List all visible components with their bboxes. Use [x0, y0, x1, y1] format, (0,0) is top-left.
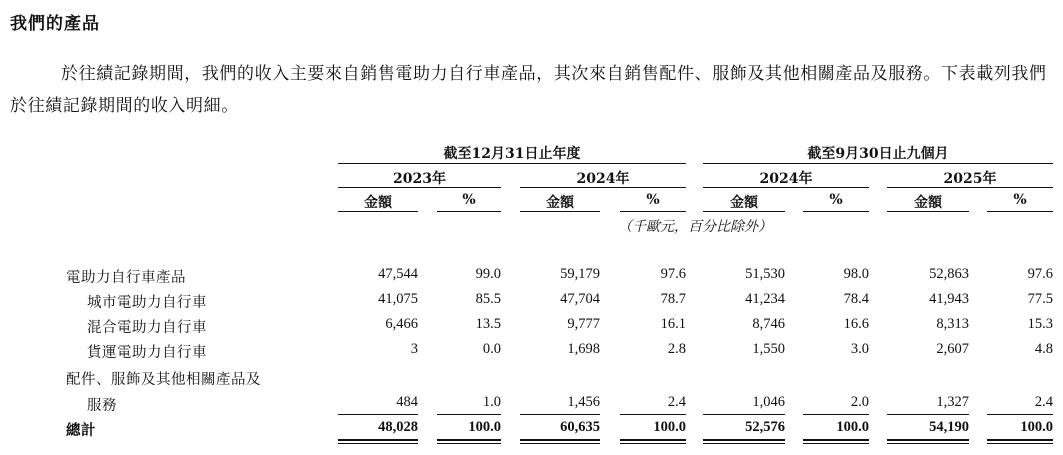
- cell: 77.5: [1027, 291, 1053, 307]
- cell: 47,544: [378, 266, 418, 282]
- year-header-3: 2024年: [759, 171, 813, 187]
- subtotal-rule: [987, 414, 1053, 415]
- cell: 0.0: [482, 341, 501, 357]
- subtotal-rule: [803, 414, 869, 415]
- cell: 1,046: [752, 394, 785, 410]
- total-double-rule: [620, 439, 686, 441]
- col-rule: [437, 211, 501, 212]
- col-percent-3: %: [829, 192, 843, 208]
- year-rule-2: [520, 187, 686, 188]
- col-percent-4: %: [1013, 192, 1027, 208]
- group-header-nine-months: 截至9月30日止九個月: [807, 146, 949, 162]
- year-rule-3: [703, 187, 869, 188]
- intro-paragraph: 於往績記錄期間，我們的收入主要來自銷售電助力自行車產品，其次來自銷售配件、服飾及其他相關產品及服務。下表載列我們於往績記錄期間的收入明細。: [10, 64, 1047, 116]
- group-rule-2: [703, 163, 1053, 164]
- cell: 2.4: [1034, 394, 1053, 410]
- cell: 78.4: [843, 291, 869, 307]
- cell: 1,550: [752, 341, 785, 357]
- total-cell: 54,190: [929, 419, 969, 435]
- cell: 2.0: [850, 394, 869, 410]
- cell: 1,698: [567, 341, 600, 357]
- col-rule: [338, 211, 418, 212]
- subtotal-rule: [703, 414, 785, 415]
- subtotal-rule: [887, 414, 969, 415]
- col-amount-4: 金額: [914, 195, 942, 211]
- row-label-cargo-ebike: 貨運電助力自行車: [87, 345, 207, 361]
- row-label-total: 總計: [66, 422, 96, 439]
- cell: 1.0: [482, 394, 501, 410]
- subtotal-rule: [338, 414, 418, 415]
- total-cell: 100.0: [468, 419, 501, 435]
- group-header-full-year: 截至12月31日止年度: [443, 146, 581, 162]
- col-rule: [987, 211, 1053, 212]
- subtotal-rule: [437, 414, 501, 415]
- row-label-hybrid-ebike: 混合電助力自行車: [87, 320, 207, 336]
- total-cell: 100.0: [836, 419, 869, 435]
- total-double-rule: [703, 439, 785, 441]
- col-rule: [803, 211, 869, 212]
- cell: 47,704: [560, 291, 600, 307]
- unit-note: （千歐元，百分比除外）: [618, 219, 772, 235]
- row-label-accessories: 配件、服飾及其他相關產品及: [66, 372, 261, 388]
- col-amount-3: 金額: [730, 195, 758, 211]
- cell: 78.7: [660, 291, 686, 307]
- cell: 98.0: [843, 266, 869, 282]
- total-double-rule: [520, 443, 600, 444]
- total-double-rule: [620, 443, 686, 444]
- row-label-ebike-products: 電助力自行車產品: [66, 270, 186, 286]
- total-cell: 100.0: [653, 419, 686, 435]
- total-double-rule: [338, 439, 418, 441]
- col-rule: [620, 211, 686, 212]
- col-percent-2: %: [646, 192, 660, 208]
- cell: 1,456: [567, 394, 600, 410]
- cell: 52,863: [929, 266, 969, 282]
- year-rule-4: [887, 187, 1053, 188]
- cell: 3.0: [850, 341, 869, 357]
- subtotal-rule: [520, 414, 600, 415]
- cell: 2.8: [667, 341, 686, 357]
- col-percent-1: %: [462, 192, 476, 208]
- cell: 99.0: [475, 266, 501, 282]
- row-label-accessories-cont: 服務: [87, 398, 117, 414]
- cell: 97.6: [660, 266, 686, 282]
- cell: 16.6: [843, 316, 869, 332]
- year-rule-1: [338, 187, 501, 188]
- year-header-4: 2025年: [943, 171, 997, 187]
- cell: 3: [410, 341, 418, 357]
- total-double-rule: [987, 439, 1053, 441]
- total-cell: 52,576: [745, 419, 785, 435]
- year-header-2: 2024年: [576, 171, 630, 187]
- row-label-city-ebike: 城市電助力自行車: [87, 295, 207, 311]
- cell: 2,607: [936, 341, 969, 357]
- cell: 1,327: [936, 394, 969, 410]
- cell: 8,746: [752, 316, 785, 332]
- total-cell: 100.0: [1020, 419, 1053, 435]
- total-double-rule: [520, 439, 600, 441]
- group-rule-1: [338, 163, 686, 164]
- total-double-rule: [437, 439, 501, 441]
- total-double-rule: [803, 443, 869, 444]
- cell: 59,179: [560, 266, 600, 282]
- section-heading: 我們的產品: [10, 14, 100, 34]
- cell: 97.6: [1027, 266, 1053, 282]
- col-amount-1: 金額: [364, 195, 392, 211]
- cell: 8,313: [936, 316, 969, 332]
- cell: 484: [396, 394, 418, 410]
- cell: 4.8: [1034, 341, 1053, 357]
- total-double-rule: [338, 443, 418, 444]
- total-double-rule: [987, 443, 1053, 444]
- total-double-rule: [887, 443, 969, 444]
- total-cell: 48,028: [378, 419, 418, 435]
- col-rule: [703, 211, 785, 212]
- total-cell: 60,635: [560, 419, 600, 435]
- cell: 9,777: [567, 316, 600, 332]
- total-double-rule: [437, 443, 501, 444]
- col-rule: [887, 211, 969, 212]
- cell: 85.5: [475, 291, 501, 307]
- col-rule: [520, 211, 600, 212]
- cell: 13.5: [475, 316, 501, 332]
- subtotal-rule: [620, 414, 686, 415]
- cell: 15.3: [1027, 316, 1053, 332]
- total-double-rule: [887, 439, 969, 441]
- cell: 41,943: [929, 291, 969, 307]
- cell: 2.4: [667, 394, 686, 410]
- total-double-rule: [803, 439, 869, 441]
- col-amount-2: 金額: [546, 195, 574, 211]
- cell: 41,234: [745, 291, 785, 307]
- cell: 41,075: [378, 291, 418, 307]
- cell: 6,466: [385, 316, 418, 332]
- cell: 51,530: [745, 266, 785, 282]
- cell: 16.1: [660, 316, 686, 332]
- total-double-rule: [703, 443, 785, 444]
- year-header-1: 2023年: [393, 171, 446, 187]
